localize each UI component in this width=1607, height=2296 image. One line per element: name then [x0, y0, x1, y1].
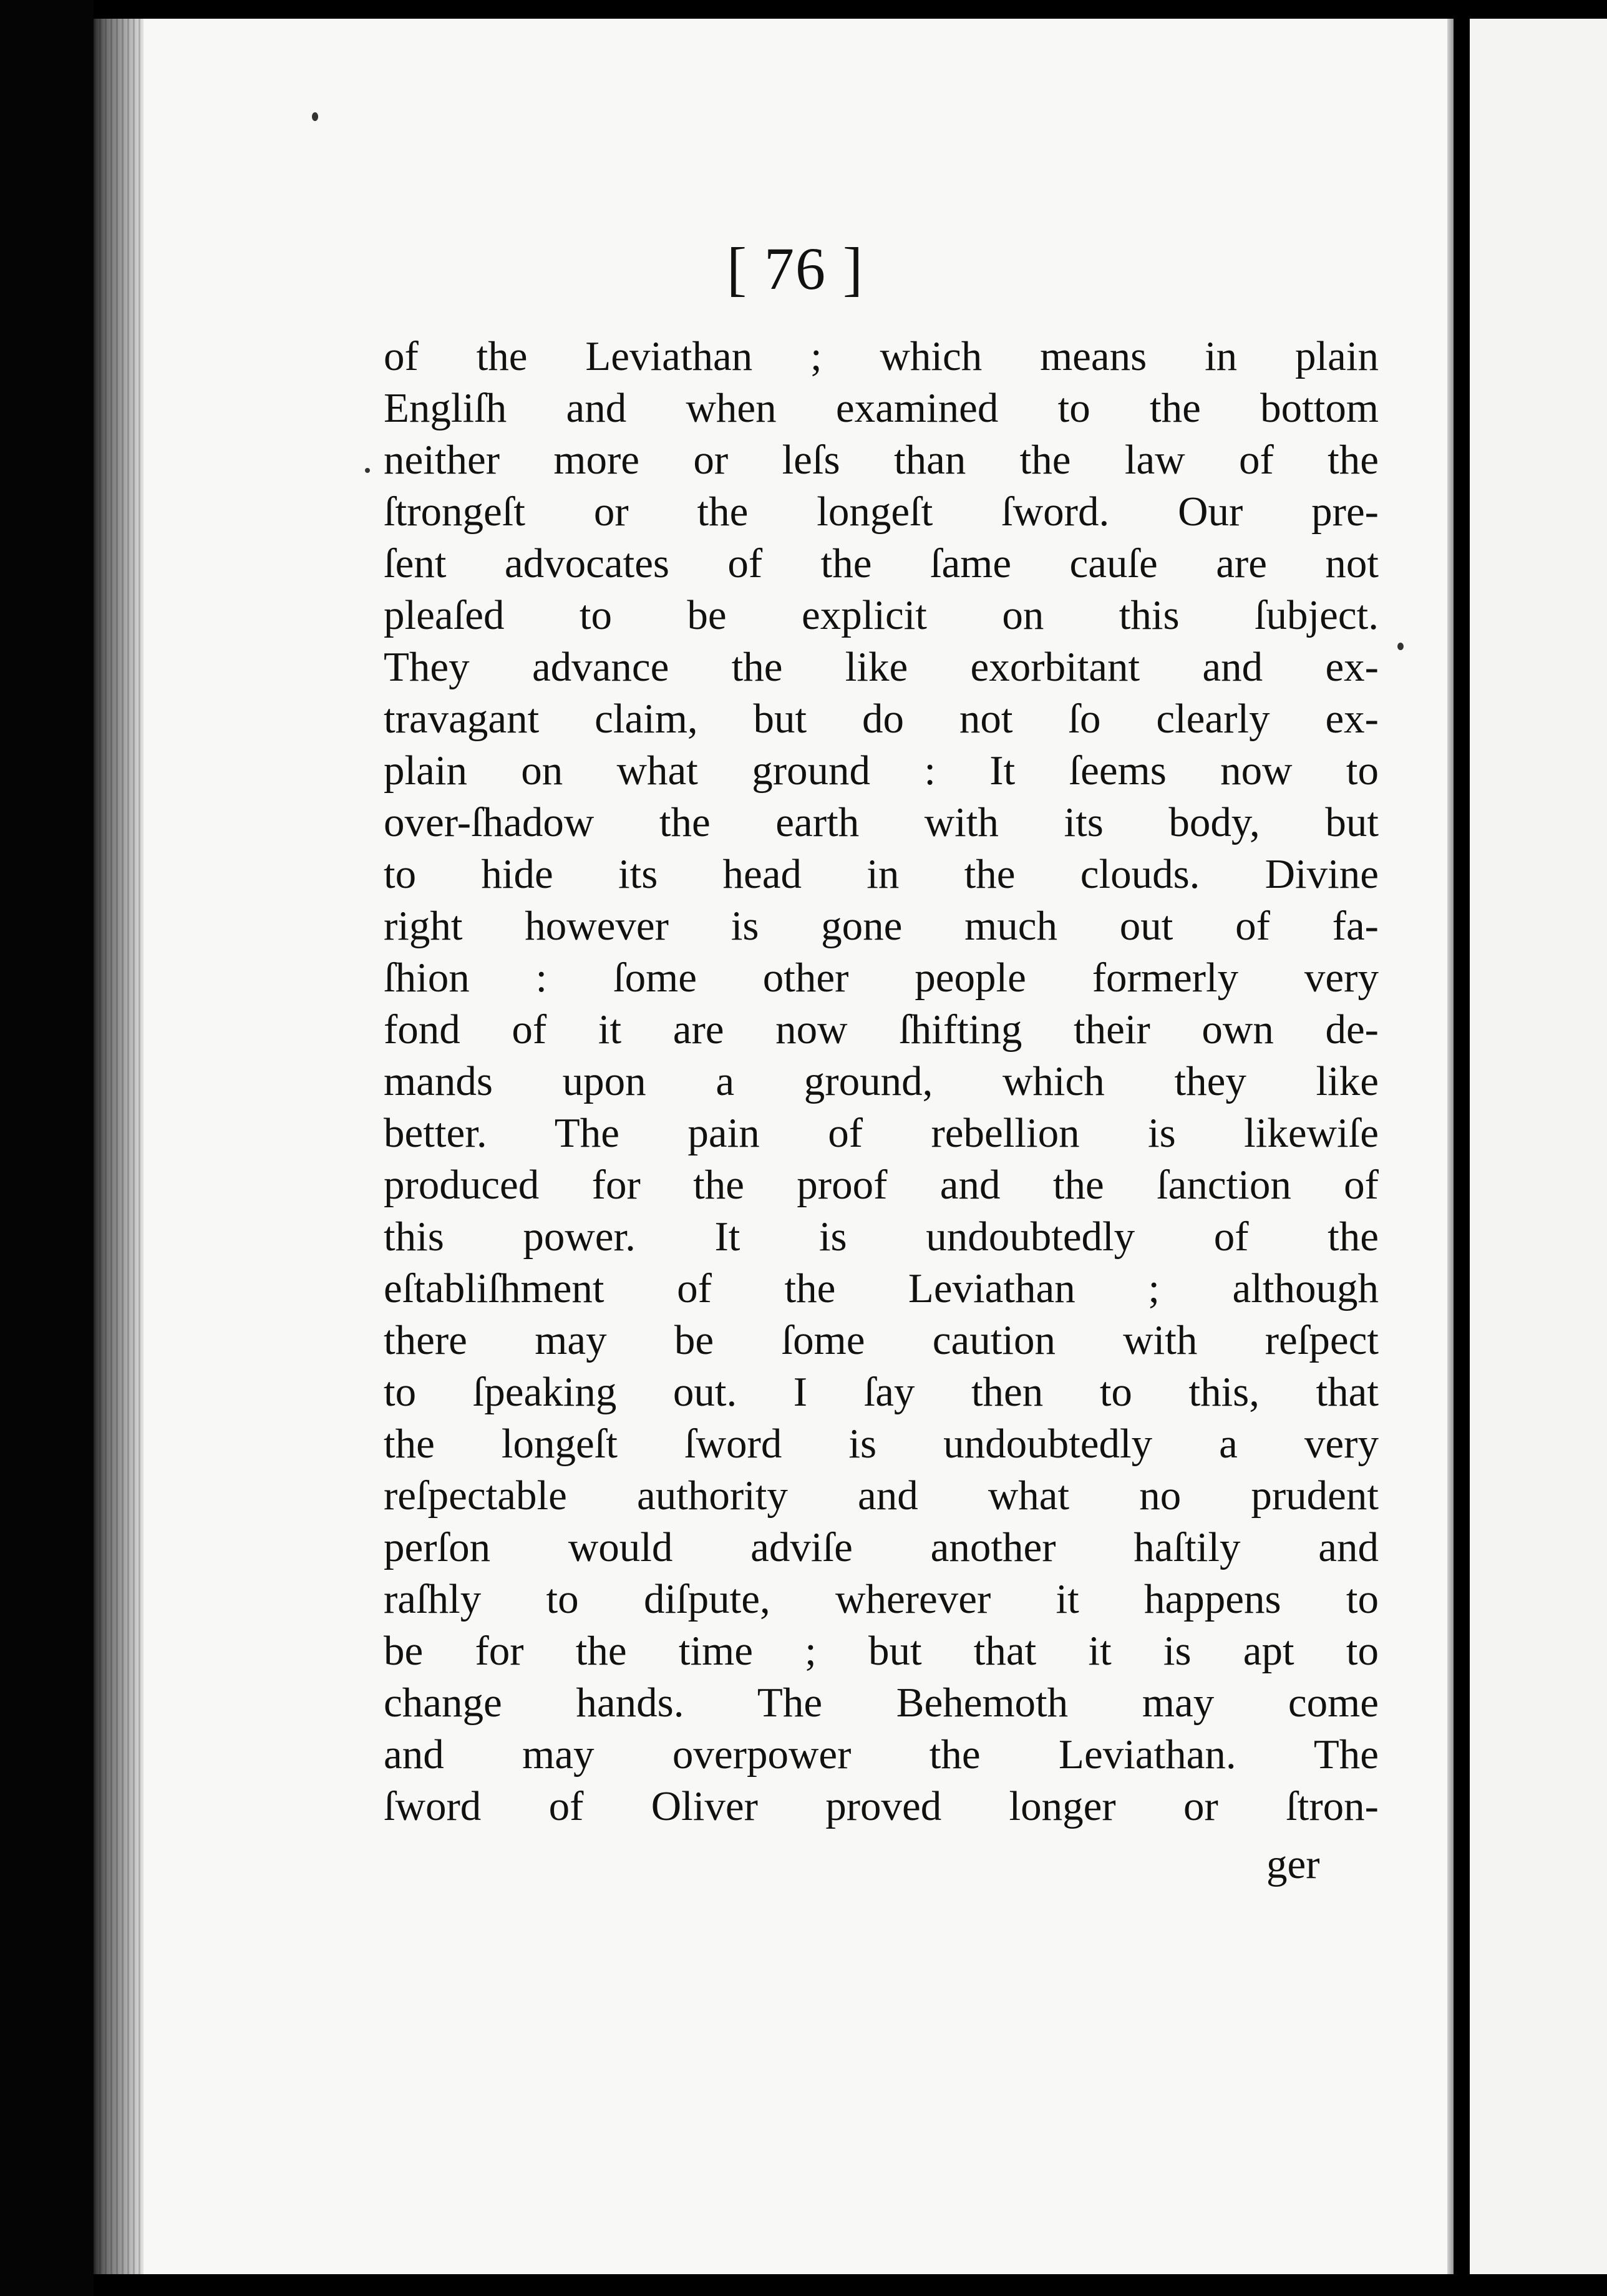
text-line: travagant claim, but do not ſo clearly ex- — [384, 696, 1379, 742]
gutter-texture — [94, 19, 143, 2274]
text-line: better. The pain of rebellion is likewiſe — [384, 1110, 1379, 1156]
text-line: right however is gone much out of fa- — [384, 903, 1379, 949]
text-line: mands upon a ground, which they like — [384, 1058, 1379, 1104]
text-line: ſword of Oliver proved longer or ſtron- — [384, 1783, 1379, 1829]
text-line: reſpectable authority and what no prudent — [384, 1472, 1379, 1519]
text-line: over-ſhadow the earth with its body, but — [384, 799, 1379, 845]
book-page — [143, 19, 1447, 2274]
text-line: eſtabliſhment of the Leviathan ; although — [384, 1265, 1379, 1311]
ink-speck — [365, 468, 370, 473]
text-line: there may be ſome caution with reſpect — [384, 1317, 1379, 1363]
text-line: this power. It is undoubtedly of the — [384, 1214, 1379, 1260]
body-text — [384, 331, 1379, 1832]
text-line: ſhion : ſome other people formerly very — [384, 955, 1379, 1001]
text-line: the longeſt ſword is undoubtedly a very — [384, 1421, 1379, 1467]
text-line: perſon would adviſe another haſtily and — [384, 1524, 1379, 1570]
text-line: ſent advocates of the ſame cauſe are not — [384, 540, 1379, 586]
text-line: to ſpeaking out. I ſay then to this, that — [384, 1369, 1379, 1415]
text-line: pleaſed to be explicit on this ſubject. — [384, 592, 1379, 638]
text-line: produced for the proof and the ſanction of — [384, 1162, 1379, 1208]
text-line: fond of it are now ſhifting their own de- — [384, 1006, 1379, 1053]
left-border — [0, 0, 94, 2296]
text-line: They advance the like exorbitant and ex- — [384, 644, 1379, 690]
adjacent-page — [1470, 19, 1607, 2274]
text-line: raſhly to diſpute, wherever it happens to — [384, 1576, 1379, 1622]
page-number: [ 76 ] — [727, 235, 864, 302]
text-line: plain on what ground : It ſeems now to — [384, 747, 1379, 794]
text-line: ſtrongeſt or the longeſt ſword. Our pre- — [384, 489, 1379, 535]
text-line: to hide its head in the clouds. Divine — [384, 851, 1379, 897]
page-divider — [1454, 0, 1470, 2296]
text-line: of the Leviathan ; which means in plain — [384, 333, 1379, 379]
ink-speck — [312, 112, 318, 121]
text-line: be for the time ; but that it is apt to — [384, 1628, 1379, 1674]
catchword: ger — [1266, 1841, 1320, 1887]
text-line: change hands. The Behemoth may come — [384, 1680, 1379, 1726]
text-line: Engliſh and when examined to the bottom — [384, 385, 1379, 431]
ink-speck — [1397, 643, 1404, 650]
text-line: neither more or leſs than the law of the — [384, 437, 1379, 483]
text-line: and may overpower the Leviathan. The — [384, 1731, 1379, 1778]
